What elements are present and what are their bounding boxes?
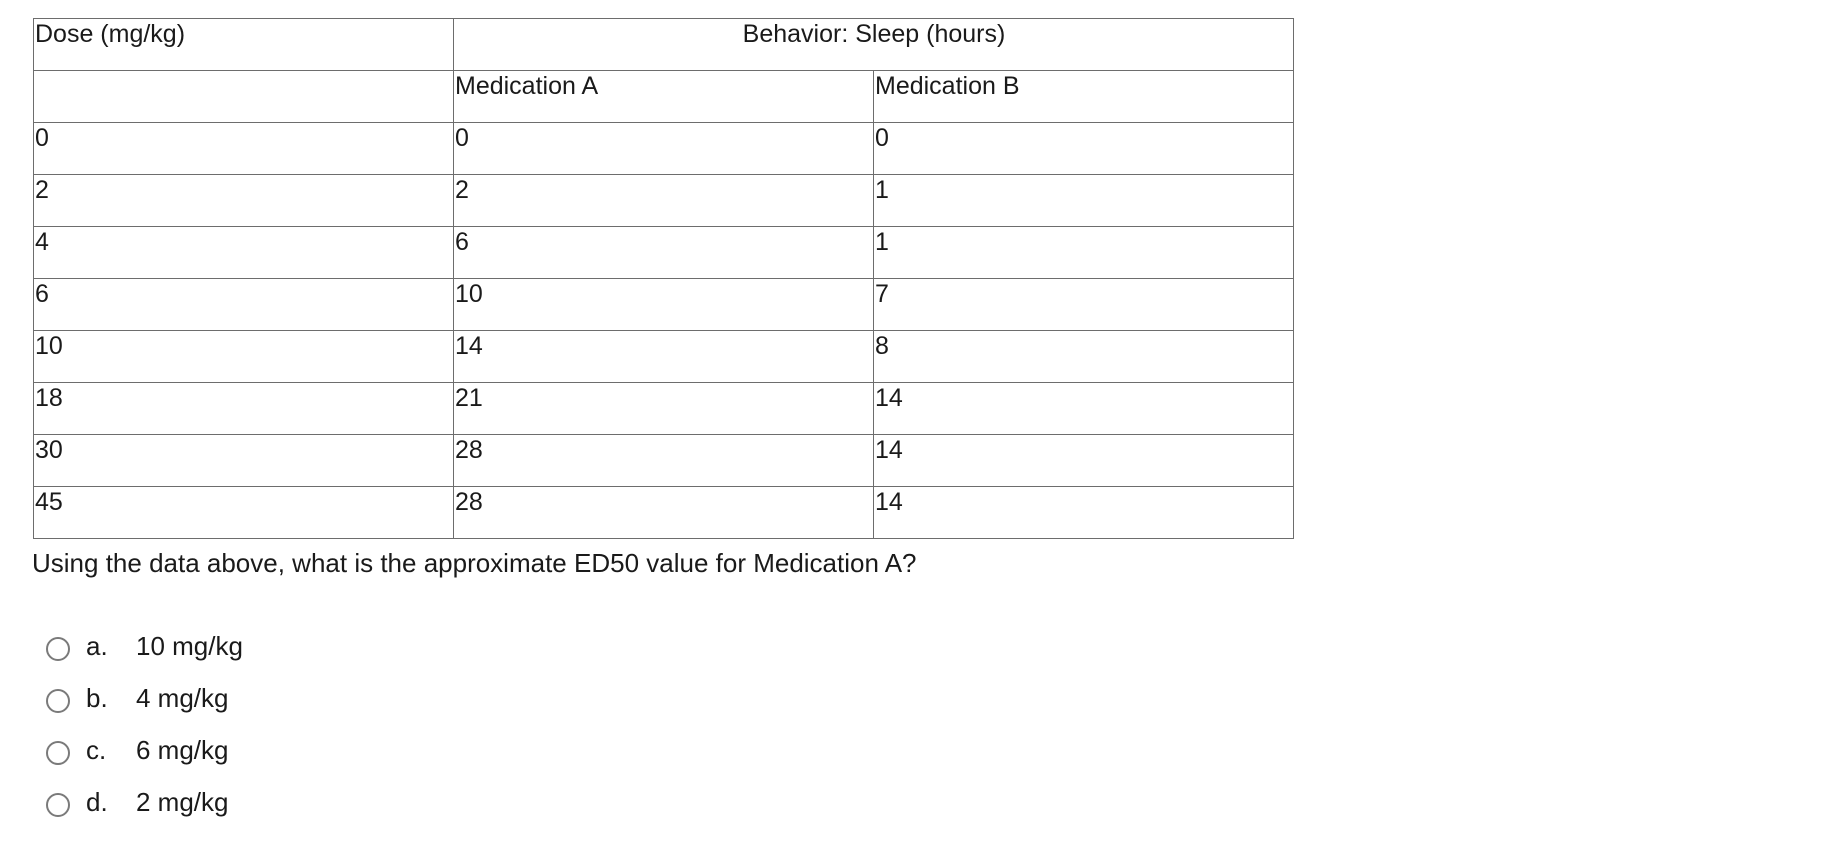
cell-med-b: 14 xyxy=(874,383,1294,435)
cell-med-a: 10 xyxy=(454,279,874,331)
option-label[interactable]: 10 mg/kg xyxy=(136,630,243,661)
radio-button-a[interactable] xyxy=(46,637,70,661)
table-row xyxy=(34,279,1294,331)
cell-dose: 18 xyxy=(34,383,454,435)
radio-button-c[interactable] xyxy=(46,741,70,765)
option-d[interactable] xyxy=(46,776,243,828)
cell-med-a: 21 xyxy=(454,383,874,435)
table-subheader-row xyxy=(34,71,1294,123)
cell-dose: 30 xyxy=(34,435,454,487)
table-row xyxy=(34,175,1294,227)
cell-med-a: 28 xyxy=(454,487,874,539)
option-b[interactable] xyxy=(46,672,243,724)
cell-med-b: 0 xyxy=(874,123,1294,175)
option-label[interactable]: 4 mg/kg xyxy=(136,682,229,713)
option-a[interactable] xyxy=(46,620,243,672)
subheader-empty xyxy=(34,71,454,123)
option-label[interactable]: 6 mg/kg xyxy=(136,734,229,765)
dose-response-table xyxy=(33,18,1294,539)
option-letter: a. xyxy=(86,630,108,661)
table-header-row xyxy=(34,19,1294,71)
table-row xyxy=(34,227,1294,279)
option-letter: c. xyxy=(86,734,107,765)
header-medication-a: Medication A xyxy=(454,71,874,123)
cell-med-a: 2 xyxy=(454,175,874,227)
cell-med-a: 6 xyxy=(454,227,874,279)
table-row xyxy=(34,331,1294,383)
cell-dose: 6 xyxy=(34,279,454,331)
cell-med-b: 1 xyxy=(874,175,1294,227)
cell-med-a: 14 xyxy=(454,331,874,383)
cell-dose: 10 xyxy=(34,331,454,383)
option-letter: d. xyxy=(86,786,108,817)
header-medication-b: Medication B xyxy=(874,71,1294,123)
cell-dose: 4 xyxy=(34,227,454,279)
cell-med-a: 0 xyxy=(454,123,874,175)
table-row xyxy=(34,123,1294,175)
option-c[interactable] xyxy=(46,724,243,776)
radio-button-b[interactable] xyxy=(46,689,70,713)
cell-med-b: 14 xyxy=(874,435,1294,487)
header-dose: Dose (mg/kg) xyxy=(34,19,454,71)
radio-button-d[interactable] xyxy=(46,793,70,817)
table-row xyxy=(34,435,1294,487)
cell-med-b: 14 xyxy=(874,487,1294,539)
cell-dose: 45 xyxy=(34,487,454,539)
question-text: Using the data above, what is the approximate ED50 value for Medication A? xyxy=(32,548,917,578)
option-label[interactable]: 2 mg/kg xyxy=(136,786,229,817)
cell-dose: 0 xyxy=(34,123,454,175)
table-row xyxy=(34,383,1294,435)
cell-med-b: 7 xyxy=(874,279,1294,331)
answer-options xyxy=(46,620,243,828)
table-row xyxy=(34,487,1294,539)
option-letter: b. xyxy=(86,682,108,713)
cell-med-a: 28 xyxy=(454,435,874,487)
header-behavior: Behavior: Sleep (hours) xyxy=(454,19,1294,71)
cell-dose: 2 xyxy=(34,175,454,227)
cell-med-b: 8 xyxy=(874,331,1294,383)
cell-med-b: 1 xyxy=(874,227,1294,279)
